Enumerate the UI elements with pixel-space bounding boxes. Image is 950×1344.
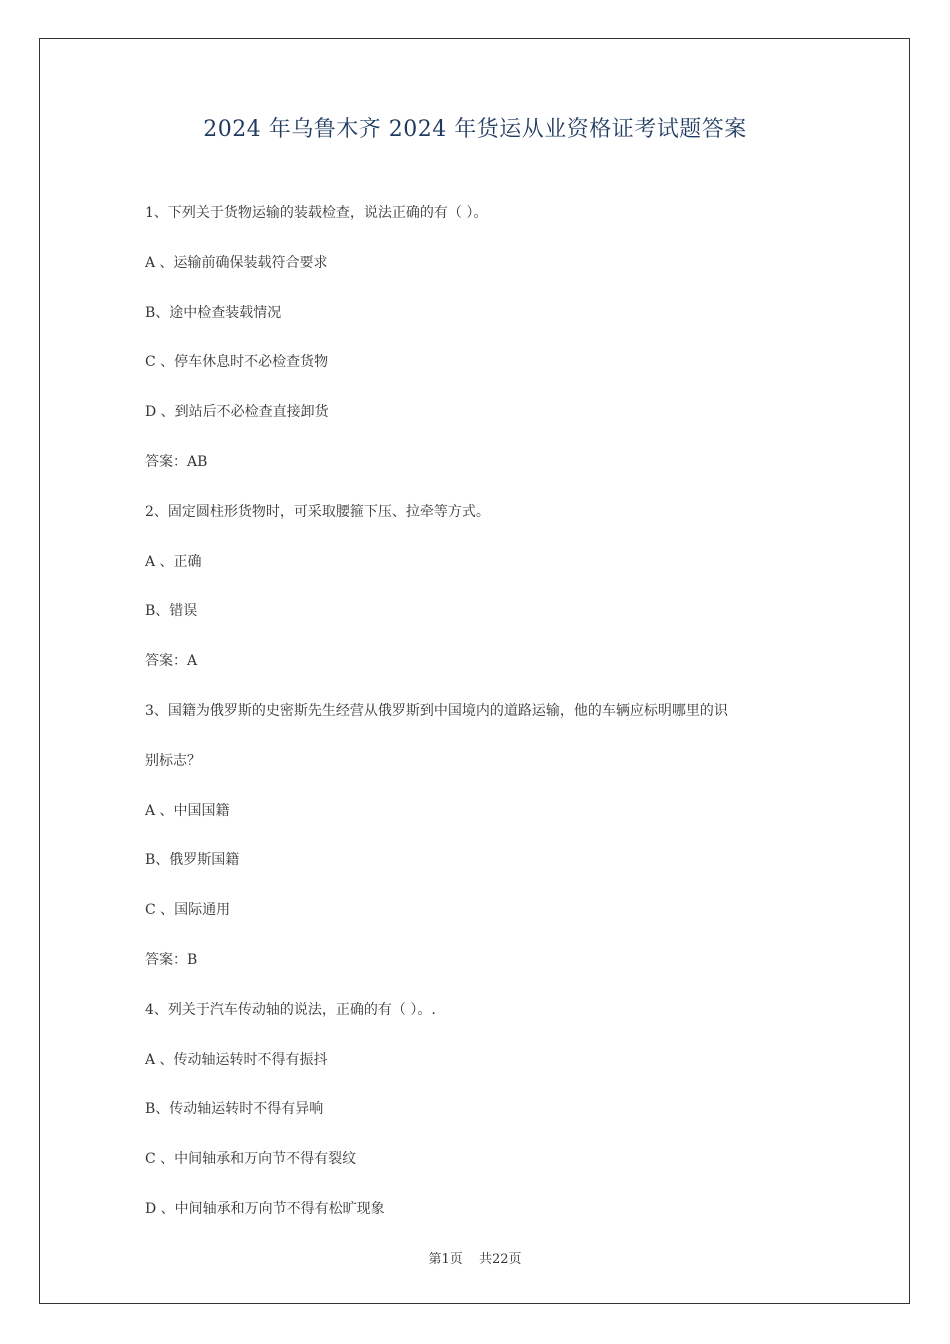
option-4a: A 、传动轴运转时不得有振抖 xyxy=(145,1051,328,1068)
document-title: 2024 年乌鲁木齐 2024 年货运从业资格证考试题答案 xyxy=(203,117,747,142)
page-footer xyxy=(0,1248,950,1267)
answer-1: 答案：AB xyxy=(145,453,208,470)
option-4b: B、传动轴运转时不得有异响 xyxy=(145,1101,324,1118)
question-3: 3、国籍为俄罗斯的史密斯先生经营从俄罗斯到中国境内的道路运输，他的车辆应标明哪里的识 xyxy=(145,702,728,719)
page-total: 共22页 xyxy=(478,1252,522,1267)
option-4d: D 、中间轴承和万向节不得有松旷现象 xyxy=(145,1200,385,1217)
option-1b: B、途中检查装载情况 xyxy=(145,304,282,321)
page-number: 第1页 xyxy=(428,1252,463,1267)
option-3a: A 、中国国籍 xyxy=(145,802,230,819)
question-2: 2、固定圆柱形货物时，可采取腰箍下压、拉牵等方式。 xyxy=(145,503,490,520)
answer-3: 答案：B xyxy=(145,951,198,968)
option-2b: B、错误 xyxy=(145,603,198,620)
option-2a: A 、正确 xyxy=(145,553,202,570)
option-3c: C 、国际通用 xyxy=(145,902,231,919)
question-3-continued: 别标志？ xyxy=(145,752,201,769)
option-4c: C 、中间轴承和万向节不得有裂纹 xyxy=(145,1151,357,1168)
question-list xyxy=(145,195,825,1241)
option-3b: B、俄罗斯国籍 xyxy=(145,852,240,869)
answer-2: 答案：A xyxy=(145,653,198,670)
question-1: 1、下列关于货物运输的装载检查，说法正确的有（ ）。 xyxy=(145,205,488,221)
option-1d: D 、到站后不必检查直接卸货 xyxy=(145,404,329,421)
question-4: 4、列关于汽车传动轴的说法，正确的有（ ）。. xyxy=(145,1001,436,1018)
option-1a: A 、运输前确保装载符合要求 xyxy=(145,254,328,271)
option-1c: C 、停车休息时不必检查货物 xyxy=(145,354,329,371)
